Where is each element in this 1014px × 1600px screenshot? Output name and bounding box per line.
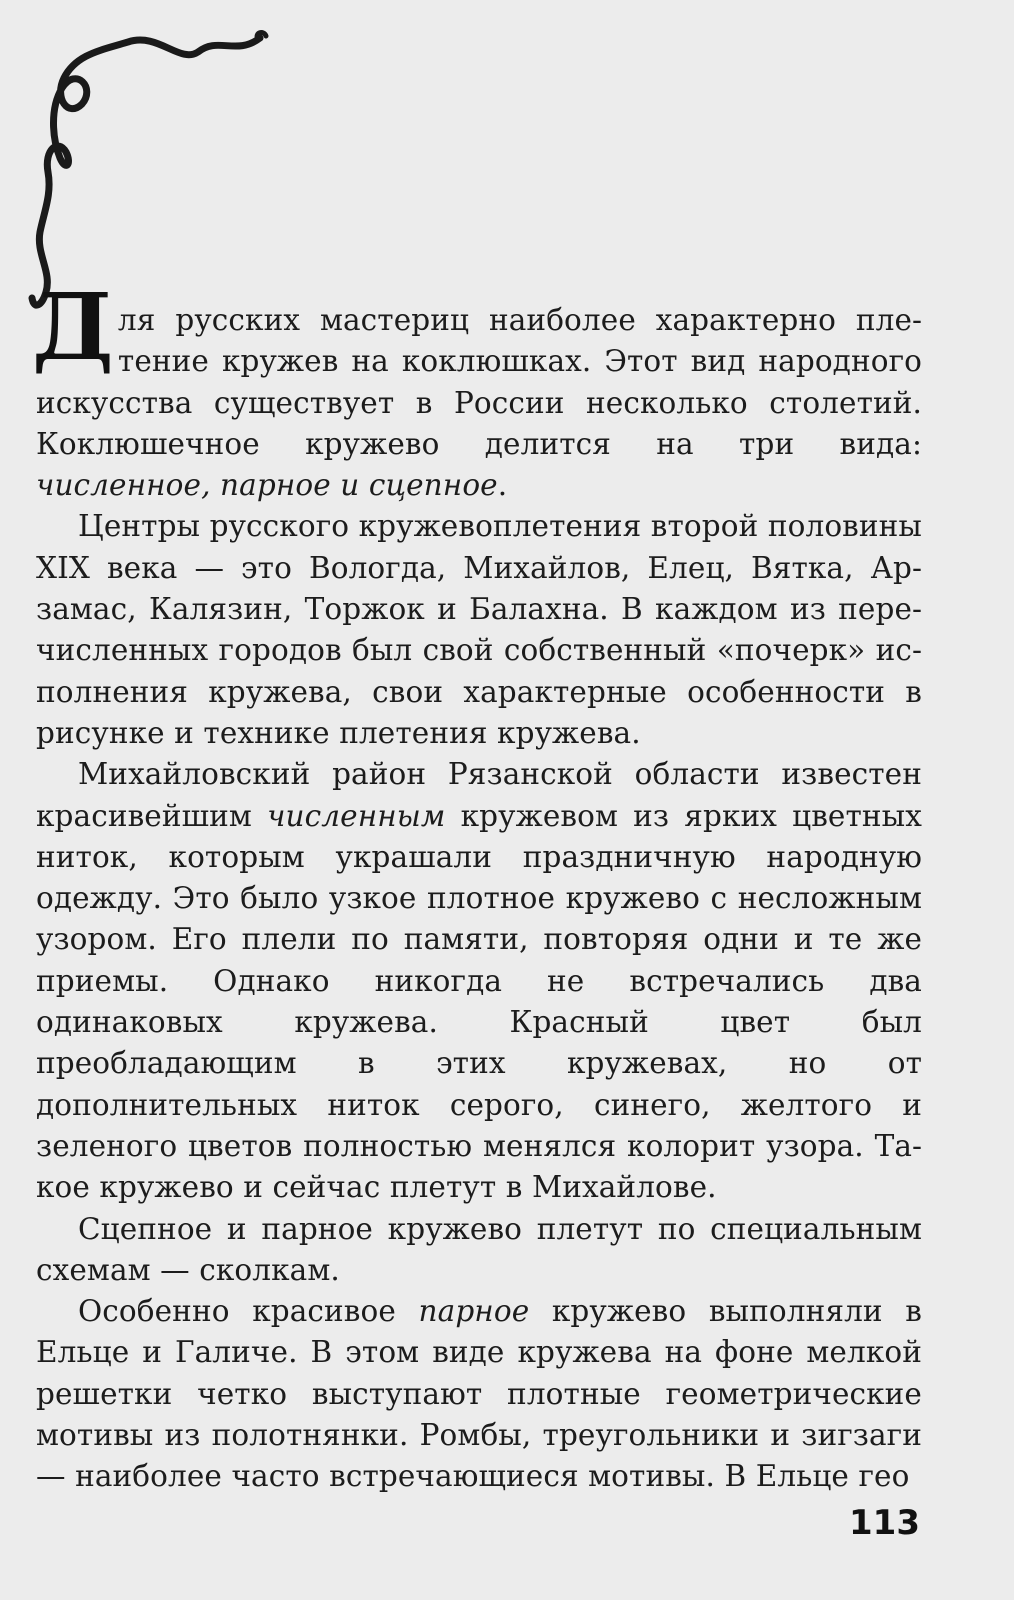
paragraph-italic: численное, парное и сцепное (36, 468, 498, 503)
paragraph-text: . (497, 468, 508, 503)
paragraph-text: Особенно красивое (78, 1294, 419, 1329)
paragraph-text: Михайловский район Рязанской области известен красивейшим (36, 757, 922, 833)
paragraph-text: Сцепное и парное кружево плетут по специальным схемам — сколкам. (36, 1211, 922, 1287)
paragraph (36, 506, 922, 754)
paragraph (36, 1291, 922, 1497)
paragraph (36, 1209, 922, 1292)
drop-cap: Д (32, 273, 114, 381)
paragraph (36, 754, 922, 1208)
paragraph-italic: парное (418, 1294, 530, 1329)
paragraph (32, 273, 922, 506)
paragraph-text: Центры русского кружевоплетения второй половины XIX века — это Вологда, Михайлов, Елец, Вятка, Арзамас, Калязин, Торжок и Балахна. В каждом из перечисленных городов был свой собственный «почерк» исполнения кружева, свои характерные особенности в рисунке и технике плетения кружева. (36, 509, 922, 750)
page-number: 113 (849, 1503, 920, 1543)
paragraph-text: ля русских мастериц наиболее характерно плетение кружев на коклюшках. Этот вид народного искусства существует в России несколько столетий. Коклюшечное кружево делится на три вида: (36, 303, 922, 461)
article-text (32, 273, 922, 1498)
paragraph-italic: численным (267, 798, 446, 833)
paragraph-text: кружево выполняли в Ельце и Галиче. В этом виде кружева на фоне мелкой решетки четко выступают плотные геометрические мотивы из полотнянки. Ромбы, треугольники и зигзаги — наиболее часто встречающиеся мотивы. В Ельце гео (36, 1294, 922, 1494)
paragraph-text: кружевом из ярких цветных ниток, которым украшали праздничную народную одежду. Это было узкое плотное кружево с несложным узором. Его плели по памяти, повторяя одни и те же приемы. Однако никогда не встречались два одинаковых кружева. Красный цвет был преобладающим в этих кружевах, но от дополнительных ниток серого, синего, желтого и зеленого цветов полностью менялся колорит узора. Такое кружево и сейчас плетут в Михайлове. (36, 798, 922, 1205)
